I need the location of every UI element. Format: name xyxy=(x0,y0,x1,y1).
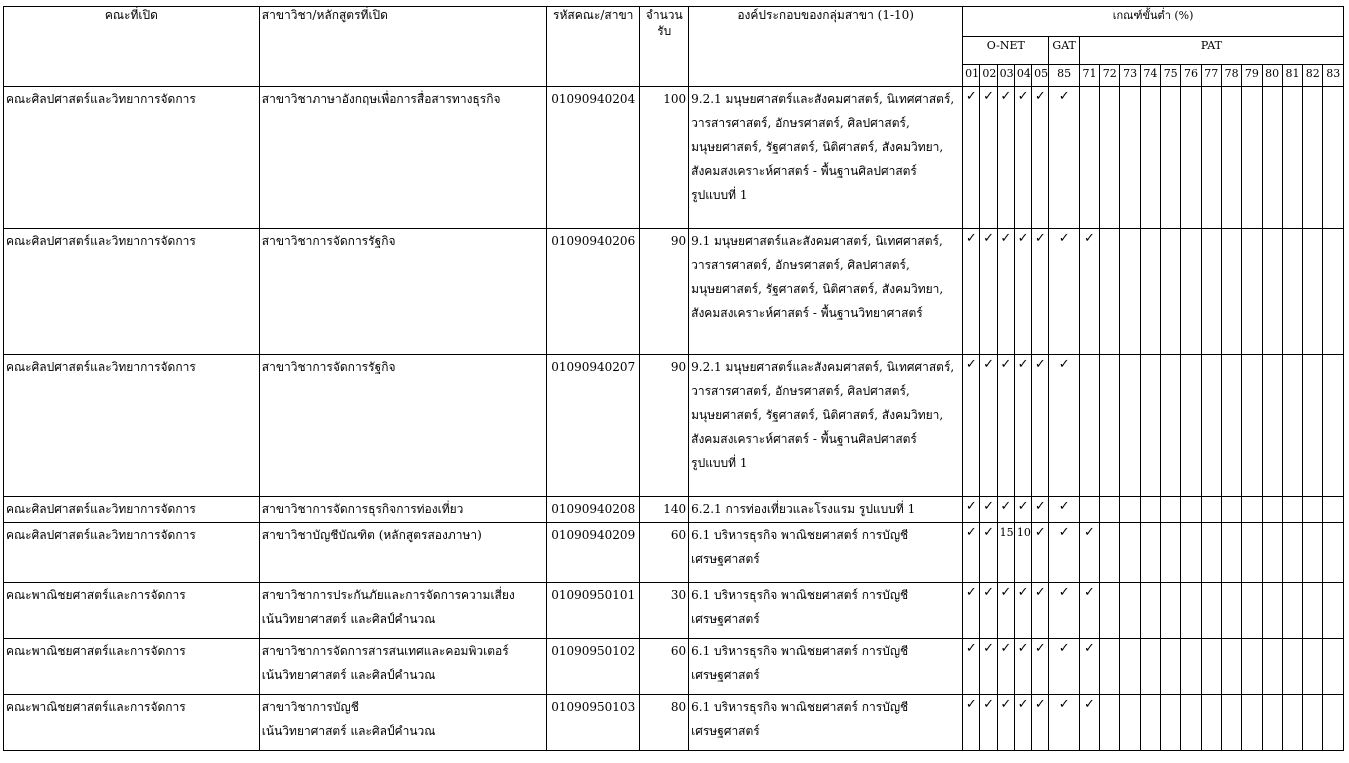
criteria-empty-cell xyxy=(1120,523,1140,583)
quota-cell: 60 xyxy=(640,639,689,695)
program-cell xyxy=(259,355,546,497)
check-mark-icon: ✓ xyxy=(980,355,997,497)
components-line: 9.1 มนุษยศาสตร์และสังคมศาสตร์, นิเทศศาสตร์, xyxy=(691,234,943,248)
criteria-empty-cell xyxy=(1221,583,1241,639)
criteria-empty-cell xyxy=(1221,229,1241,355)
subcolumn-header: 78 xyxy=(1221,65,1241,87)
faculty-cell: คณะศิลปศาสตร์และวิทยาการจัดการ xyxy=(4,497,260,523)
criteria-empty-cell xyxy=(1262,523,1282,583)
criteria-empty-cell xyxy=(1282,87,1302,229)
components-line: 6.1 บริหารธุรกิจ พาณิชยศาสตร์ การบัญชี xyxy=(691,700,909,714)
criteria-empty-cell xyxy=(1100,497,1120,523)
criteria-empty-cell xyxy=(1100,355,1120,497)
criteria-empty-cell xyxy=(1201,87,1221,229)
subcolumn-header: 79 xyxy=(1242,65,1262,87)
components-line: 9.2.1 มนุษยศาสตร์และสังคมศาสตร์, นิเทศศาสตร์, xyxy=(691,360,955,374)
criteria-empty-cell xyxy=(1262,229,1282,355)
check-mark-icon: ✓ xyxy=(1032,355,1049,497)
check-mark-icon: ✓ xyxy=(1014,87,1031,229)
criteria-empty-cell xyxy=(1100,583,1120,639)
quota-cell: 60 xyxy=(640,523,689,583)
program-cell xyxy=(259,695,546,751)
code-cell: 01090950103 xyxy=(547,695,640,751)
criteria-empty-cell xyxy=(1100,87,1120,229)
quota-cell: 140 xyxy=(640,497,689,523)
program-cell xyxy=(259,523,546,583)
faculty-cell: คณะพาณิชยศาสตร์และการจัดการ xyxy=(4,583,260,639)
components-line: 6.1 บริหารธุรกิจ พาณิชยศาสตร์ การบัญชี xyxy=(691,588,909,602)
check-mark-icon: ✓ xyxy=(997,695,1014,751)
criteria-empty-cell xyxy=(1282,229,1302,355)
check-mark-icon: ✓ xyxy=(963,229,980,355)
components-line: เศรษฐศาสตร์ xyxy=(691,612,760,626)
code-cell: 01090940209 xyxy=(547,523,640,583)
components-line: 6.1 บริหารธุรกิจ พาณิชยศาสตร์ การบัญชี xyxy=(691,644,909,658)
faculty-cell: คณะศิลปศาสตร์และวิทยาการจัดการ xyxy=(4,229,260,355)
criteria-empty-cell xyxy=(1201,583,1221,639)
criteria-empty-cell xyxy=(1201,355,1221,497)
criteria-empty-cell xyxy=(1242,87,1262,229)
code-cell: 01090940208 xyxy=(547,497,640,523)
header-faculty: คณะที่เปิด xyxy=(4,7,260,87)
check-mark-icon: ✓ xyxy=(963,695,980,751)
check-mark-icon: ✓ xyxy=(1014,695,1031,751)
header-quota xyxy=(640,7,689,87)
components-cell xyxy=(689,695,963,751)
check-mark-icon: ✓ xyxy=(1079,695,1099,751)
criteria-empty-cell xyxy=(1181,87,1201,229)
check-mark-icon: ✓ xyxy=(980,583,997,639)
criteria-empty-cell xyxy=(1242,229,1262,355)
criteria-empty-cell xyxy=(1140,87,1160,229)
quota-cell: 100 xyxy=(640,87,689,229)
components-line: วารสารศาสตร์, อักษรศาสตร์, ศิลปศาสตร์, xyxy=(691,384,910,398)
criteria-empty-cell xyxy=(1100,229,1120,355)
criteria-empty-cell xyxy=(1323,497,1344,523)
subcolumn-header: 77 xyxy=(1201,65,1221,87)
criteria-empty-cell xyxy=(1201,523,1221,583)
check-mark-icon: ✓ xyxy=(1049,229,1079,355)
check-mark-icon: ✓ xyxy=(1014,355,1031,497)
criteria-empty-cell xyxy=(1181,497,1201,523)
components-line: มนุษยศาสตร์, รัฐศาสตร์, นิติศาสตร์, สังคมวิทยา, xyxy=(691,282,944,296)
criteria-empty-cell xyxy=(1161,523,1181,583)
check-mark-icon: ✓ xyxy=(980,523,997,583)
criteria-empty-cell xyxy=(1323,583,1344,639)
table-row xyxy=(4,639,1344,695)
subcolumn-header: 85 xyxy=(1049,65,1079,87)
check-mark-icon: ✓ xyxy=(1014,497,1031,523)
criteria-empty-cell xyxy=(1323,523,1344,583)
components-line: สังคมสงเคราะห์ศาสตร์ - พื้นฐานวิทยาศาสตร์ xyxy=(691,306,923,320)
program-cell xyxy=(259,87,546,229)
criteria-empty-cell xyxy=(1262,695,1282,751)
criteria-empty-cell xyxy=(1323,87,1344,229)
table-header xyxy=(4,7,1344,87)
admission-table xyxy=(3,6,1344,751)
header-criteria: เกณฑ์ขั้นต่ำ (%) xyxy=(963,7,1344,37)
check-mark-icon: ✓ xyxy=(1032,87,1049,229)
check-mark-icon: ✓ xyxy=(1079,639,1099,695)
criteria-empty-cell xyxy=(1282,583,1302,639)
criteria-empty-cell xyxy=(1323,639,1344,695)
header-code: รหัสคณะ/สาขา xyxy=(547,7,640,87)
criteria-empty-cell xyxy=(1282,523,1302,583)
criteria-empty-cell xyxy=(1161,695,1181,751)
check-mark-icon: ✓ xyxy=(1049,87,1079,229)
quota-cell: 90 xyxy=(640,355,689,497)
components-cell xyxy=(689,583,963,639)
components-line: สังคมสงเคราะห์ศาสตร์ - พื้นฐานศิลปศาสตร์ xyxy=(691,164,917,178)
components-line: 6.1 บริหารธุรกิจ พาณิชยศาสตร์ การบัญชี xyxy=(691,528,909,542)
subcolumn-header: 81 xyxy=(1282,65,1302,87)
header-components: องค์ประกอบของกลุ่มสาขา (1-10) xyxy=(689,7,963,87)
program-line: สาขาวิชาการจัดการสารสนเทศและคอมพิวเตอร์ xyxy=(261,644,509,658)
criteria-empty-cell xyxy=(1140,355,1160,497)
components-line: สังคมสงเคราะห์ศาสตร์ - พื้นฐานศิลปศาสตร์ xyxy=(691,432,917,446)
criteria-empty-cell xyxy=(1242,639,1262,695)
program-cell xyxy=(259,583,546,639)
check-mark-icon: ✓ xyxy=(980,639,997,695)
criteria-value: 15 xyxy=(997,523,1014,583)
header-quota-line1: จำนวน xyxy=(645,8,683,22)
subcolumn-header: 73 xyxy=(1120,65,1140,87)
check-mark-icon: ✓ xyxy=(1032,695,1049,751)
criteria-empty-cell xyxy=(1303,639,1323,695)
components-line: 6.2.1 การท่องเที่ยวและโรงแรม รูปแบบที่ 1 xyxy=(691,502,916,516)
criteria-empty-cell xyxy=(1120,583,1140,639)
table-body xyxy=(4,87,1344,751)
subcolumn-header: 01 xyxy=(963,65,980,87)
program-line: สาขาวิชาการบัญชี xyxy=(261,700,359,714)
components-line: มนุษยศาสตร์, รัฐศาสตร์, นิติศาสตร์, สังคมวิทยา, xyxy=(691,140,944,154)
criteria-empty-cell xyxy=(1100,695,1120,751)
check-mark-icon: ✓ xyxy=(963,87,980,229)
table-row xyxy=(4,229,1344,355)
check-mark-icon: ✓ xyxy=(1032,639,1049,695)
subcolumn-header: 83 xyxy=(1323,65,1344,87)
faculty-cell: คณะศิลปศาสตร์และวิทยาการจัดการ xyxy=(4,87,260,229)
header-program: สาขาวิชา/หลักสูตรที่เปิด xyxy=(259,7,546,87)
criteria-empty-cell xyxy=(1181,583,1201,639)
components-cell xyxy=(689,523,963,583)
subcolumn-header: 03 xyxy=(997,65,1014,87)
subcolumn-header: 82 xyxy=(1303,65,1323,87)
code-cell: 01090940204 xyxy=(547,87,640,229)
check-mark-icon: ✓ xyxy=(1032,497,1049,523)
faculty-cell: คณะพาณิชยศาสตร์และการจัดการ xyxy=(4,639,260,695)
criteria-empty-cell xyxy=(1100,639,1120,695)
criteria-empty-cell xyxy=(1201,229,1221,355)
check-mark-icon: ✓ xyxy=(1049,695,1079,751)
check-mark-icon: ✓ xyxy=(1049,355,1079,497)
subcolumn-header: 76 xyxy=(1181,65,1201,87)
criteria-empty-cell xyxy=(1181,523,1201,583)
criteria-empty-cell xyxy=(1120,497,1140,523)
subcolumn-header: 04 xyxy=(1014,65,1031,87)
components-line: รูปแบบที่ 1 xyxy=(691,456,748,470)
program-line: เน้นวิทยาศาสตร์ และศิลป์คำนวณ xyxy=(261,668,436,682)
table-row xyxy=(4,497,1344,523)
program-line: สาขาวิชาบัญชีบัณฑิต (หลักสูตรสองภาษา) xyxy=(261,528,482,542)
criteria-empty-cell xyxy=(1282,497,1302,523)
criteria-empty-cell xyxy=(1262,639,1282,695)
code-cell: 01090950102 xyxy=(547,639,640,695)
criteria-empty-cell xyxy=(1303,229,1323,355)
subcolumn-header: 74 xyxy=(1140,65,1160,87)
criteria-empty-cell xyxy=(1120,355,1140,497)
criteria-empty-cell xyxy=(1181,695,1201,751)
check-mark-icon: ✓ xyxy=(1032,229,1049,355)
check-mark-icon: ✓ xyxy=(980,695,997,751)
code-cell: 01090940206 xyxy=(547,229,640,355)
criteria-empty-cell xyxy=(1262,497,1282,523)
components-line: วารสารศาสตร์, อักษรศาสตร์, ศิลปศาสตร์, xyxy=(691,116,910,130)
components-line: รูปแบบที่ 1 xyxy=(691,188,748,202)
check-mark-icon: ✓ xyxy=(1014,639,1031,695)
components-cell xyxy=(689,355,963,497)
criteria-empty-cell xyxy=(1262,583,1282,639)
criteria-empty-cell xyxy=(1140,497,1160,523)
faculty-cell: คณะพาณิชยศาสตร์และการจัดการ xyxy=(4,695,260,751)
subcolumn-header: 05 xyxy=(1032,65,1049,87)
criteria-empty-cell xyxy=(1120,87,1140,229)
criteria-empty-cell xyxy=(1221,695,1241,751)
check-mark-icon: ✓ xyxy=(1079,229,1099,355)
components-cell xyxy=(689,229,963,355)
criteria-empty-cell xyxy=(1140,583,1160,639)
criteria-empty-cell xyxy=(1282,355,1302,497)
program-line: สาขาวิชาการจัดการธุรกิจการท่องเที่ยว xyxy=(261,502,464,516)
criteria-empty-cell xyxy=(1303,523,1323,583)
criteria-empty-cell xyxy=(1221,523,1241,583)
criteria-empty-cell xyxy=(1242,355,1262,497)
check-mark-icon: ✓ xyxy=(1049,639,1079,695)
faculty-cell: คณะศิลปศาสตร์และวิทยาการจัดการ xyxy=(4,523,260,583)
criteria-empty-cell xyxy=(1140,523,1160,583)
program-cell xyxy=(259,229,546,355)
header-onet: O-NET xyxy=(963,37,1049,65)
components-cell xyxy=(689,639,963,695)
criteria-empty-cell xyxy=(1181,639,1201,695)
components-line: เศรษฐศาสตร์ xyxy=(691,668,760,682)
criteria-empty-cell xyxy=(1303,695,1323,751)
program-line: สาขาวิชาการจัดการรัฐกิจ xyxy=(261,360,396,374)
criteria-empty-cell xyxy=(1120,639,1140,695)
criteria-empty-cell xyxy=(1201,639,1221,695)
criteria-empty-cell xyxy=(1242,695,1262,751)
check-mark-icon: ✓ xyxy=(1049,583,1079,639)
components-line: เศรษฐศาสตร์ xyxy=(691,552,760,566)
table-row xyxy=(4,87,1344,229)
check-mark-icon: ✓ xyxy=(997,639,1014,695)
check-mark-icon: ✓ xyxy=(963,639,980,695)
subcolumn-header: 72 xyxy=(1100,65,1120,87)
subcolumn-header: 71 xyxy=(1079,65,1099,87)
program-line: สาขาวิชาการจัดการรัฐกิจ xyxy=(261,234,396,248)
criteria-empty-cell xyxy=(1201,695,1221,751)
criteria-empty-cell xyxy=(1181,355,1201,497)
criteria-empty-cell xyxy=(1140,695,1160,751)
check-mark-icon: ✓ xyxy=(997,355,1014,497)
table-row xyxy=(4,355,1344,497)
components-line: วารสารศาสตร์, อักษรศาสตร์, ศิลปศาสตร์, xyxy=(691,258,910,272)
criteria-empty-cell xyxy=(1221,639,1241,695)
check-mark-icon: ✓ xyxy=(980,229,997,355)
program-cell xyxy=(259,639,546,695)
check-mark-icon: ✓ xyxy=(997,583,1014,639)
criteria-empty-cell xyxy=(1161,583,1181,639)
program-cell xyxy=(259,497,546,523)
check-mark-icon: ✓ xyxy=(1032,523,1049,583)
criteria-empty-cell xyxy=(1323,229,1344,355)
header-pat: PAT xyxy=(1079,37,1343,65)
program-line: สาขาวิชาการประกันภัยและการจัดการความเสี่ยง xyxy=(261,588,515,602)
criteria-empty-cell xyxy=(1201,497,1221,523)
check-mark-icon: ✓ xyxy=(1079,523,1099,583)
criteria-empty-cell xyxy=(1079,497,1099,523)
criteria-empty-cell xyxy=(1262,355,1282,497)
criteria-empty-cell xyxy=(1262,87,1282,229)
criteria-value: 10 xyxy=(1014,523,1031,583)
criteria-empty-cell xyxy=(1303,583,1323,639)
subcolumn-header: 75 xyxy=(1161,65,1181,87)
criteria-empty-cell xyxy=(1181,229,1201,355)
subcolumn-header: 02 xyxy=(980,65,997,87)
criteria-empty-cell xyxy=(1303,87,1323,229)
criteria-empty-cell xyxy=(1161,639,1181,695)
check-mark-icon: ✓ xyxy=(980,497,997,523)
table-row xyxy=(4,583,1344,639)
program-line: เน้นวิทยาศาสตร์ และศิลป์คำนวณ xyxy=(261,612,436,626)
table-row xyxy=(4,695,1344,751)
criteria-empty-cell xyxy=(1120,695,1140,751)
criteria-empty-cell xyxy=(1140,639,1160,695)
criteria-empty-cell xyxy=(1161,497,1181,523)
criteria-empty-cell xyxy=(1120,229,1140,355)
criteria-empty-cell xyxy=(1100,523,1120,583)
check-mark-icon: ✓ xyxy=(980,87,997,229)
criteria-empty-cell xyxy=(1303,497,1323,523)
code-cell: 01090940207 xyxy=(547,355,640,497)
criteria-empty-cell xyxy=(1242,583,1262,639)
check-mark-icon: ✓ xyxy=(1049,523,1079,583)
table-row xyxy=(4,523,1344,583)
check-mark-icon: ✓ xyxy=(963,355,980,497)
quota-cell: 90 xyxy=(640,229,689,355)
quota-cell: 30 xyxy=(640,583,689,639)
check-mark-icon: ✓ xyxy=(963,523,980,583)
check-mark-icon: ✓ xyxy=(1032,583,1049,639)
criteria-empty-cell xyxy=(1221,497,1241,523)
check-mark-icon: ✓ xyxy=(997,497,1014,523)
criteria-empty-cell xyxy=(1303,355,1323,497)
check-mark-icon: ✓ xyxy=(1014,583,1031,639)
criteria-empty-cell xyxy=(1079,87,1099,229)
check-mark-icon: ✓ xyxy=(963,583,980,639)
code-cell: 01090950101 xyxy=(547,583,640,639)
check-mark-icon: ✓ xyxy=(1049,497,1079,523)
header-quota-line2: รับ xyxy=(657,24,672,38)
criteria-empty-cell xyxy=(1242,497,1262,523)
criteria-empty-cell xyxy=(1221,355,1241,497)
quota-cell: 80 xyxy=(640,695,689,751)
check-mark-icon: ✓ xyxy=(1014,229,1031,355)
components-cell xyxy=(689,87,963,229)
criteria-empty-cell xyxy=(1282,695,1302,751)
program-line: สาขาวิชาภาษาอังกฤษเพื่อการสื่อสารทางธุรกิจ xyxy=(261,92,501,106)
components-line: มนุษยศาสตร์, รัฐศาสตร์, นิติศาสตร์, สังคมวิทยา, xyxy=(691,408,944,422)
criteria-empty-cell xyxy=(1140,229,1160,355)
criteria-empty-cell xyxy=(1079,355,1099,497)
criteria-empty-cell xyxy=(1323,695,1344,751)
criteria-empty-cell xyxy=(1161,229,1181,355)
subcolumn-header: 80 xyxy=(1262,65,1282,87)
check-mark-icon: ✓ xyxy=(997,87,1014,229)
check-mark-icon: ✓ xyxy=(997,229,1014,355)
components-line: 9.2.1 มนุษยศาสตร์และสังคมศาสตร์, นิเทศศาสตร์, xyxy=(691,92,955,106)
components-cell xyxy=(689,497,963,523)
check-mark-icon: ✓ xyxy=(963,497,980,523)
criteria-empty-cell xyxy=(1242,523,1262,583)
criteria-empty-cell xyxy=(1323,355,1344,497)
faculty-cell: คณะศิลปศาสตร์และวิทยาการจัดการ xyxy=(4,355,260,497)
header-gat: GAT xyxy=(1049,37,1079,65)
program-line: เน้นวิทยาศาสตร์ และศิลป์คำนวณ xyxy=(261,724,436,738)
criteria-empty-cell xyxy=(1161,355,1181,497)
check-mark-icon: ✓ xyxy=(1079,583,1099,639)
criteria-empty-cell xyxy=(1282,639,1302,695)
components-line: เศรษฐศาสตร์ xyxy=(691,724,760,738)
criteria-empty-cell xyxy=(1161,87,1181,229)
criteria-empty-cell xyxy=(1221,87,1241,229)
